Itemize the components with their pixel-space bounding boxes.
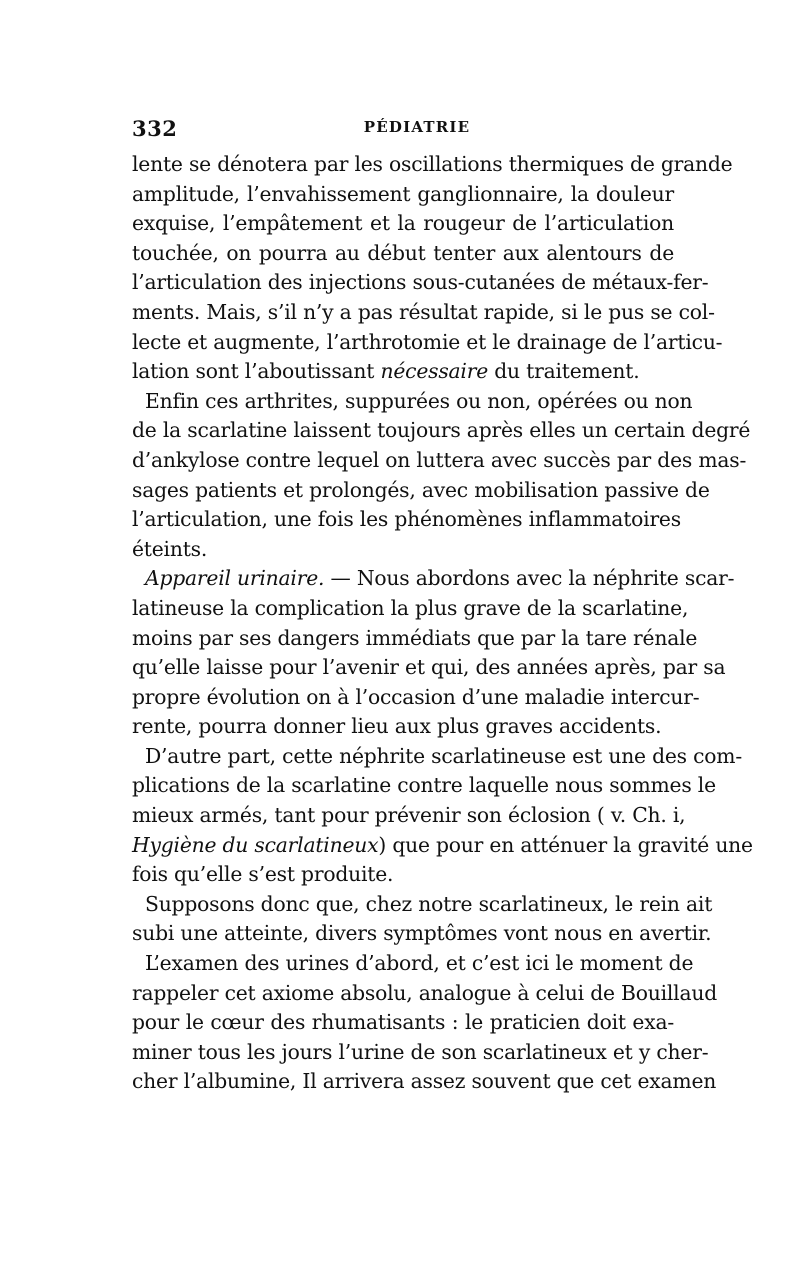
text-segment: rente, pourra donner lieu aux plus graves accidents. [132,714,662,739]
text-line [132,357,674,387]
text-line [132,268,709,298]
text-segment: du traitement. [488,359,640,384]
text-line [132,446,747,476]
text-line [132,209,674,239]
text-line [132,476,710,506]
text-line [132,801,686,831]
text-line [132,919,712,949]
text-segment: miner tous les jours l’urine de son scarlatineux et y cher- [132,1039,709,1064]
text-segment: l’articulation, une fois les phénomènes inflammatoires [132,507,681,532]
text-segment: éteints. [132,536,208,561]
text-segment: de la scarlatine laissent toujours après elles un certain degré [132,418,751,443]
text-line [132,1067,717,1097]
text-segment: touchée, on pourra au début tenter aux alentours de [132,240,674,265]
text-line [132,387,693,417]
text-segment: L’examen des urines d’abord, et c’est ici le moment de [145,951,694,976]
text-segment: mieux armés, tant pour prévenir son éclosion ( v. Ch. i, [132,803,686,828]
text-segment: lation sont l’aboutissant [132,359,381,384]
text-line [132,712,674,742]
text-segment: latineuse la complication la plus grave de la scarlatine, [132,595,689,620]
text-segment: propre évolution on à l’occasion d’une maladie intercur- [132,684,700,709]
text-line [132,831,753,861]
text-line [132,150,733,180]
text-segment: moins par ses dangers immédiats que par la tare rénale [132,625,698,650]
italic-text: Hygiène du scarlatineux [132,832,379,857]
text-line [132,564,735,594]
text-segment: lente se dénotera par les oscillations thermiques de grande [132,152,733,176]
running-title: PÉDIATRIE [363,118,471,136]
text-line [132,535,674,565]
text-line [132,979,718,1009]
text-segment: subi une atteinte, divers symptômes vont nous en avertir. [132,921,712,946]
text-segment: pour le cœur des rhumatisants : le praticien doit exa- [132,1010,674,1035]
text-segment: fois qu’elle s’est produite. [132,862,394,887]
text-line [132,239,674,269]
text-segment: amplitude, l’envahissement ganglionnaire, la douleur [132,181,674,206]
text-segment: Enfin ces arthrites, suppurées ou non, opérées ou non [145,388,693,413]
body-text [132,150,753,1097]
text-line [132,653,726,683]
text-line [132,860,674,890]
text-line [132,742,742,772]
text-segment: plications de la scarlatine contre laquelle nous sommes le [132,773,716,798]
text-line [132,771,716,801]
text-line [132,624,698,654]
text-line [132,505,681,535]
text-segment: l’articulation des injections sous-cutanées de métaux-fer- [132,270,709,295]
italic-text: nécessaire [380,359,489,384]
text-line [132,890,713,920]
text-segment: qu’elle laisse pour l’avenir et qui, des années après, par sa [132,655,726,680]
text-line [132,180,674,210]
text-line [132,594,689,624]
text-segment: rappeler cet axiome absolu, analogue à celui de Bouillaud [132,980,718,1005]
running-head [132,116,672,142]
text-line [132,416,751,446]
text-segment: sages patients et prolongés, avec mobilisation passive de [132,477,710,502]
text-segment: cher l’albumine, Il arrivera assez souvent que cet examen [132,1069,717,1094]
text-line [132,1038,709,1068]
text-line [132,683,700,713]
page-number: 332 [132,116,178,141]
text-segment: lecte et augmente, l’arthrotomie et le drainage de l’articu- [132,329,723,354]
text-segment: exquise, l’empâtement et la rougeur de l’articulation [132,211,674,236]
italic-text: Appareil urinaire. [145,566,325,591]
text-segment: ) que pour en atténuer la gravité une [378,832,753,857]
text-line [132,1008,674,1038]
text-line [132,298,715,328]
text-segment: — Nous abordons avec la néphrite scar- [324,566,735,591]
text-segment: d’ankylose contre lequel on luttera avec succès par des mas- [132,447,747,472]
text-segment: ments. Mais, s’il n’y a pas résultat rapide, si le pus se col- [132,299,715,324]
text-segment: Supposons donc que, chez notre scarlatineux, le rein ait [145,891,713,916]
text-line [132,328,723,358]
text-line [132,949,694,979]
text-segment: D’autre part, cette néphrite scarlatineuse est une des com- [145,743,742,768]
